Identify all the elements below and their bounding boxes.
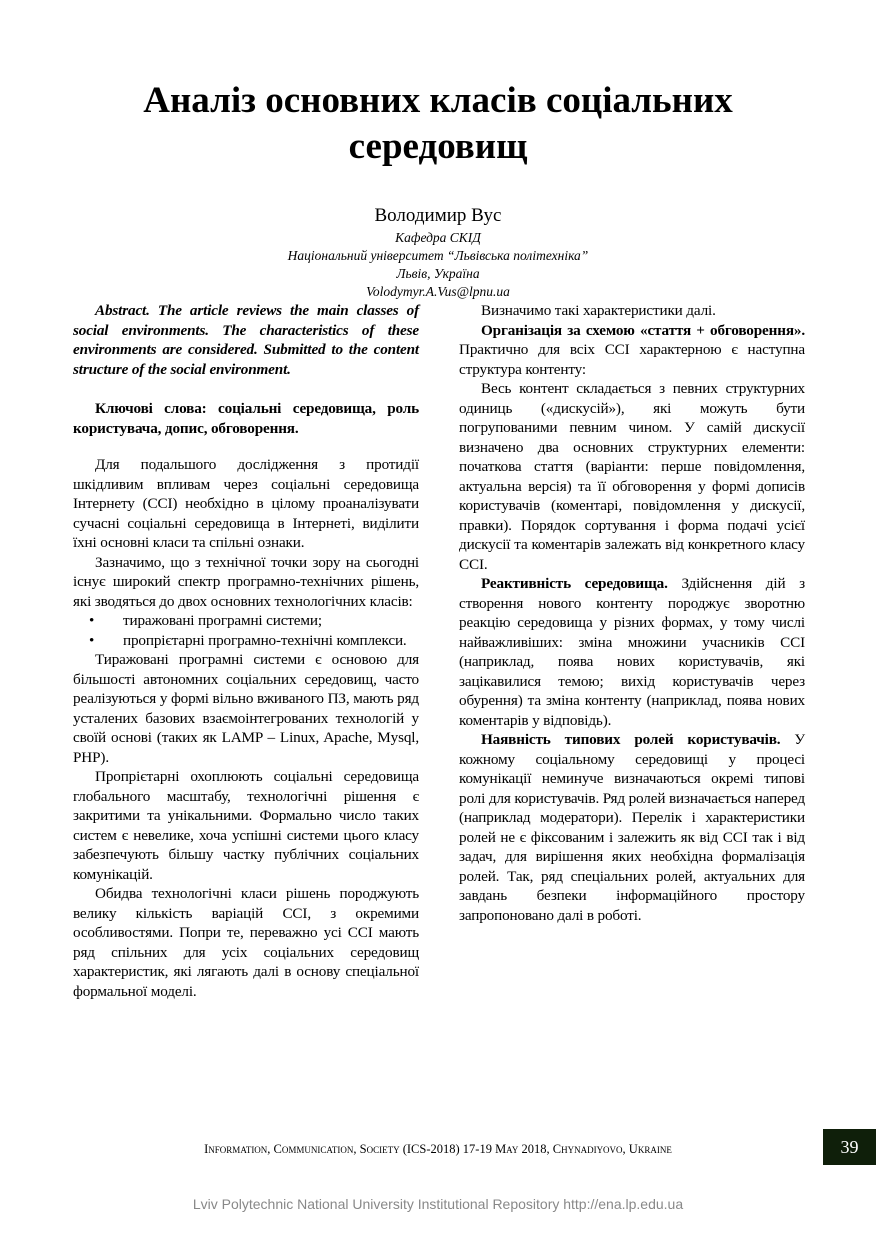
repository-watermark: Lviv Polytechnic National University Institutional Repository http://ena.lp.edu.ua [192,1196,684,1212]
author-name: Володимир Вус [374,205,502,226]
paragraph: Весь контент складається з певних структурних одиниць («дискусій»), які можуть бути погрупованими певним чином. У самій дискусії визначено два основних структурних елементи: початкова стаття (варіанти: перше повідомлення, актуальна версія) та її обговорення у формі дописів користувачів (коментарі, повідомлення у дискусії, правки). Порядок сортування і форма подачі усієї дискусії та коментарів залежать від конкретного класу ССІ. [459,380,805,573]
paragraph: Зазначимо, що з технічної точки зору на сьогодні існує широкий спектр програмно-технічних рішень, які зводяться до двох основних технологічних класів: [73,553,419,610]
department: Кафедра СКІД [395,230,481,245]
paragraph-heading: Наявність типових ролей користувачів. [481,731,781,748]
keywords: Ключові слова: соціальні середовища, роль користувача, допис, обговорення. [73,400,419,437]
paragraph-heading: Реактивність середовища. [481,575,668,592]
title-line: середовищ [348,126,528,167]
paragraph: Для подальшого дослідження з протидії шкідливим впливам через соціальні середовища Інтернету (ССІ) необхідно в цілому проаналізувати сучасні соціальні середовища в Інтернеті, виділити їхні основні класи та спільні ознаки. [73,456,419,551]
abstract: Abstract. The article reviews the main classes of social environments. The characteristics of these environments are considered. Submitted to the content structure of the social environment. [73,302,419,378]
paragraph: Тиражовані програмні системи є основою для більшості автономних соціальних середовищ, часто реалізуються у формі вільно вживаного ПЗ, мають ряд усталених базових взаємоінтегрованих технологій у своїй основі (таких як LAMP – Linux, Apache, Mysql, PHP). [73,651,419,766]
conference-footer: Information, Communication, Society (ICS-2018) 17-19 May 2018, Chynadiyovo, Ukraine [204,1142,672,1156]
left-column [73,301,419,1001]
bullet-item: • тиражовані програмні системи; [89,612,322,629]
paragraph: Реактивність середовища. Здійснення дій з створення нового контенту породжує зворотню реакцію середовища у різних формах, у тому числі найважливіших: зміна множини учасників ССІ (наприклад, поява нових користувачів, які зацікавилися темою; вихід користувачів через обурення) та зміна контенту (наприклад, поява нових коментарів у відповідь). [459,575,805,729]
location: Львів, Україна [396,266,480,281]
bullet-item: • пропрієтарні програмно-технічні комплекси. [89,631,407,649]
paper-title [0,78,876,170]
bullet-icon: • [89,631,95,649]
paragraph-heading: Організація за схемою «стаття + обговорення». [481,321,805,339]
university: Національний університет “Львівська політехніка” [287,248,589,263]
email: Volodymyr.A.Vus@lpnu.ua [366,284,510,299]
paragraph: Організація за схемою «стаття + обговорення». Практично для всіх ССІ характерною є наступна структура контенту: [459,321,805,378]
affiliation [0,229,876,301]
paragraph: Пропрієтарні охоплюють соціальні середовища глобального масштабу, технологічні рішення є закритими та унікальними. Формально число таких систем є невелике, хоча успішні системи цього класу забезпечують більшу частку публічних соціальних комунікацій. [73,768,419,883]
paragraph: Наявність типових ролей користувачів. У кожному соціальному середовищі у процесі комунікації неминуче визначаються окремі типові ролі для користувачів. Ряд ролей визначається наперед (наприклад модератори). Перелік і характеристики ролей не є фіксованим і залежить як від ССІ так і від задач, для вирішення яких необхідна формалізація ролей. Так, ряд спеціальних ролей, актуальних для завдань безпеки інформаційного простору запропоновано далі в роботі. [459,731,806,924]
page-number: 39 [823,1129,876,1165]
paragraph: Визначимо такі характеристики далі. [481,302,716,319]
bullet-icon: • [89,612,95,629]
right-column [459,301,805,925]
title-line: Аналіз основних класів соціальних [143,80,733,121]
paragraph: Обидва технологічні класи рішень породжують велику кількість варіацій ССІ, з окремими особливостями. Попри те, переважно усі ССІ мають ряд спільних для усіх соціальних середовищ характеристик, які лягають далі в основу спеціальної формальної моделі. [73,885,419,1000]
